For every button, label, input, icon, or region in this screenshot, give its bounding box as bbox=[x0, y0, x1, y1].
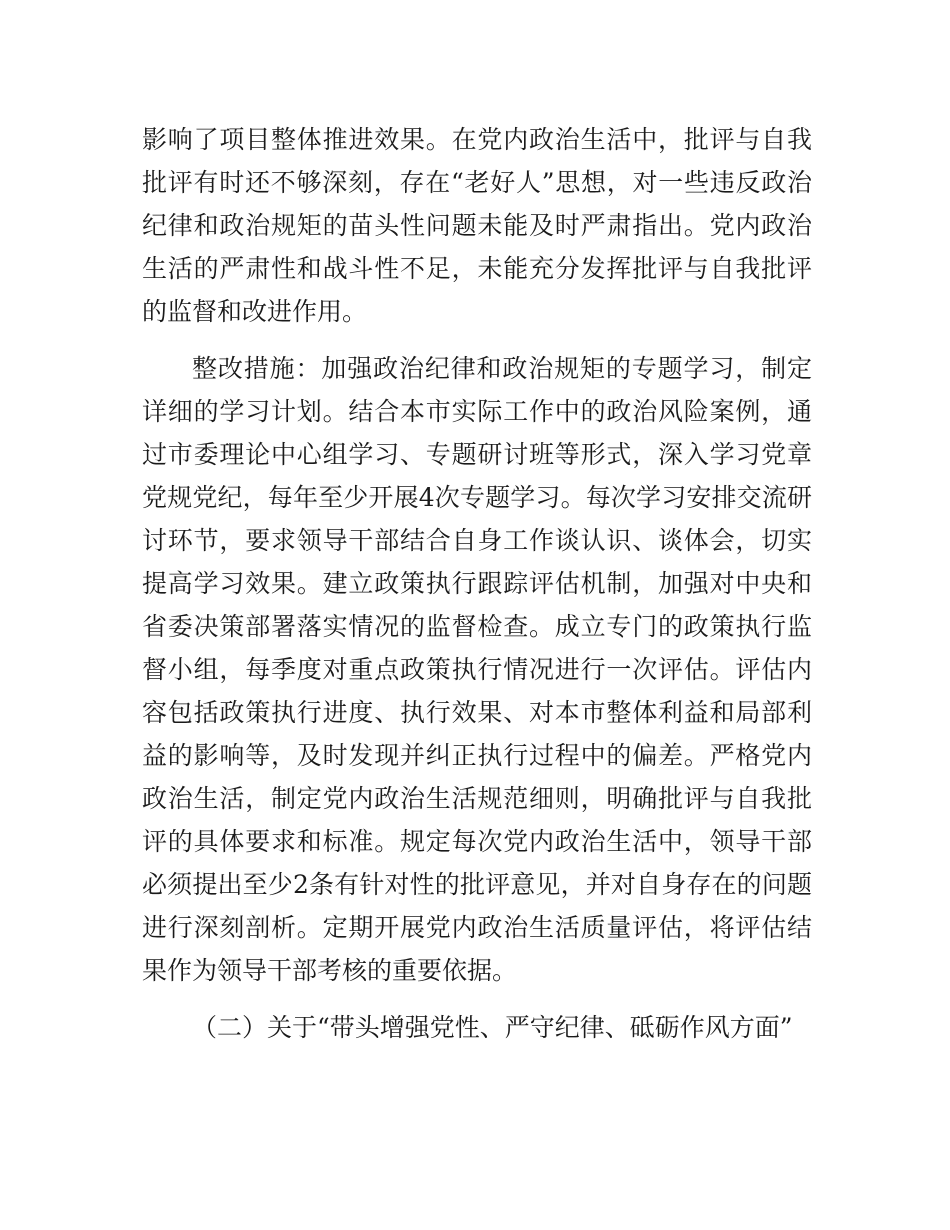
paragraph-spacer bbox=[142, 992, 812, 1006]
document-body bbox=[142, 118, 812, 1049]
section-heading: （二）关于“带头增强党性、严守纪律、砥砺作风方面” bbox=[192, 1013, 793, 1042]
body-paragraph-1: 影响了项目整体推进效果。在党内政治生活中，批评与自我批评有时还不够深刻，存在“老好人”思想，对一些违反政治纪律和政治规矩的苗头性问题未能及时严肃指出。党内政治生活的严肃性和战斗性不足，未能充分发挥批评与自我批评的监督和改进作用。 bbox=[142, 125, 812, 326]
rectification-measures-paragraph: 整改措施：加强政治纪律和政治规矩的专题学习，制定详细的学习计划。结合本市实际工作中的政治风险案例，通过市委理论中心组学习、专题研讨班等形式，深入学习党章党规党纪，每年至少开展4次专题学习。每次学习安排交流研讨环节，要求领导干部结合自身工作谈认识、谈体会，切实提高学习效果。建立政策执行跟踪评估机制，加强对中央和省委决策部署落实情况的监督检查。成立专门的政策执行监督小组，每季度对重点政策执行情况进行一次评估。评估内容包括政策执行进度、执行效果、对本市整体利益和局部利益的影响等，及时发现并纠正执行过程中的偏差。严格党内政治生活，制定党内政治生活规范细则，明确批评与自我批评的具体要求和标准。规定每次党内政治生活中，领导干部必须提出至少2条有针对性的批评意见，并对自身存在的问题进行深刻剖析。定期开展党内政治生活质量评估，将评估结果作为领导干部考核的重要依据。 bbox=[142, 354, 812, 985]
paragraph-spacer bbox=[142, 333, 812, 347]
